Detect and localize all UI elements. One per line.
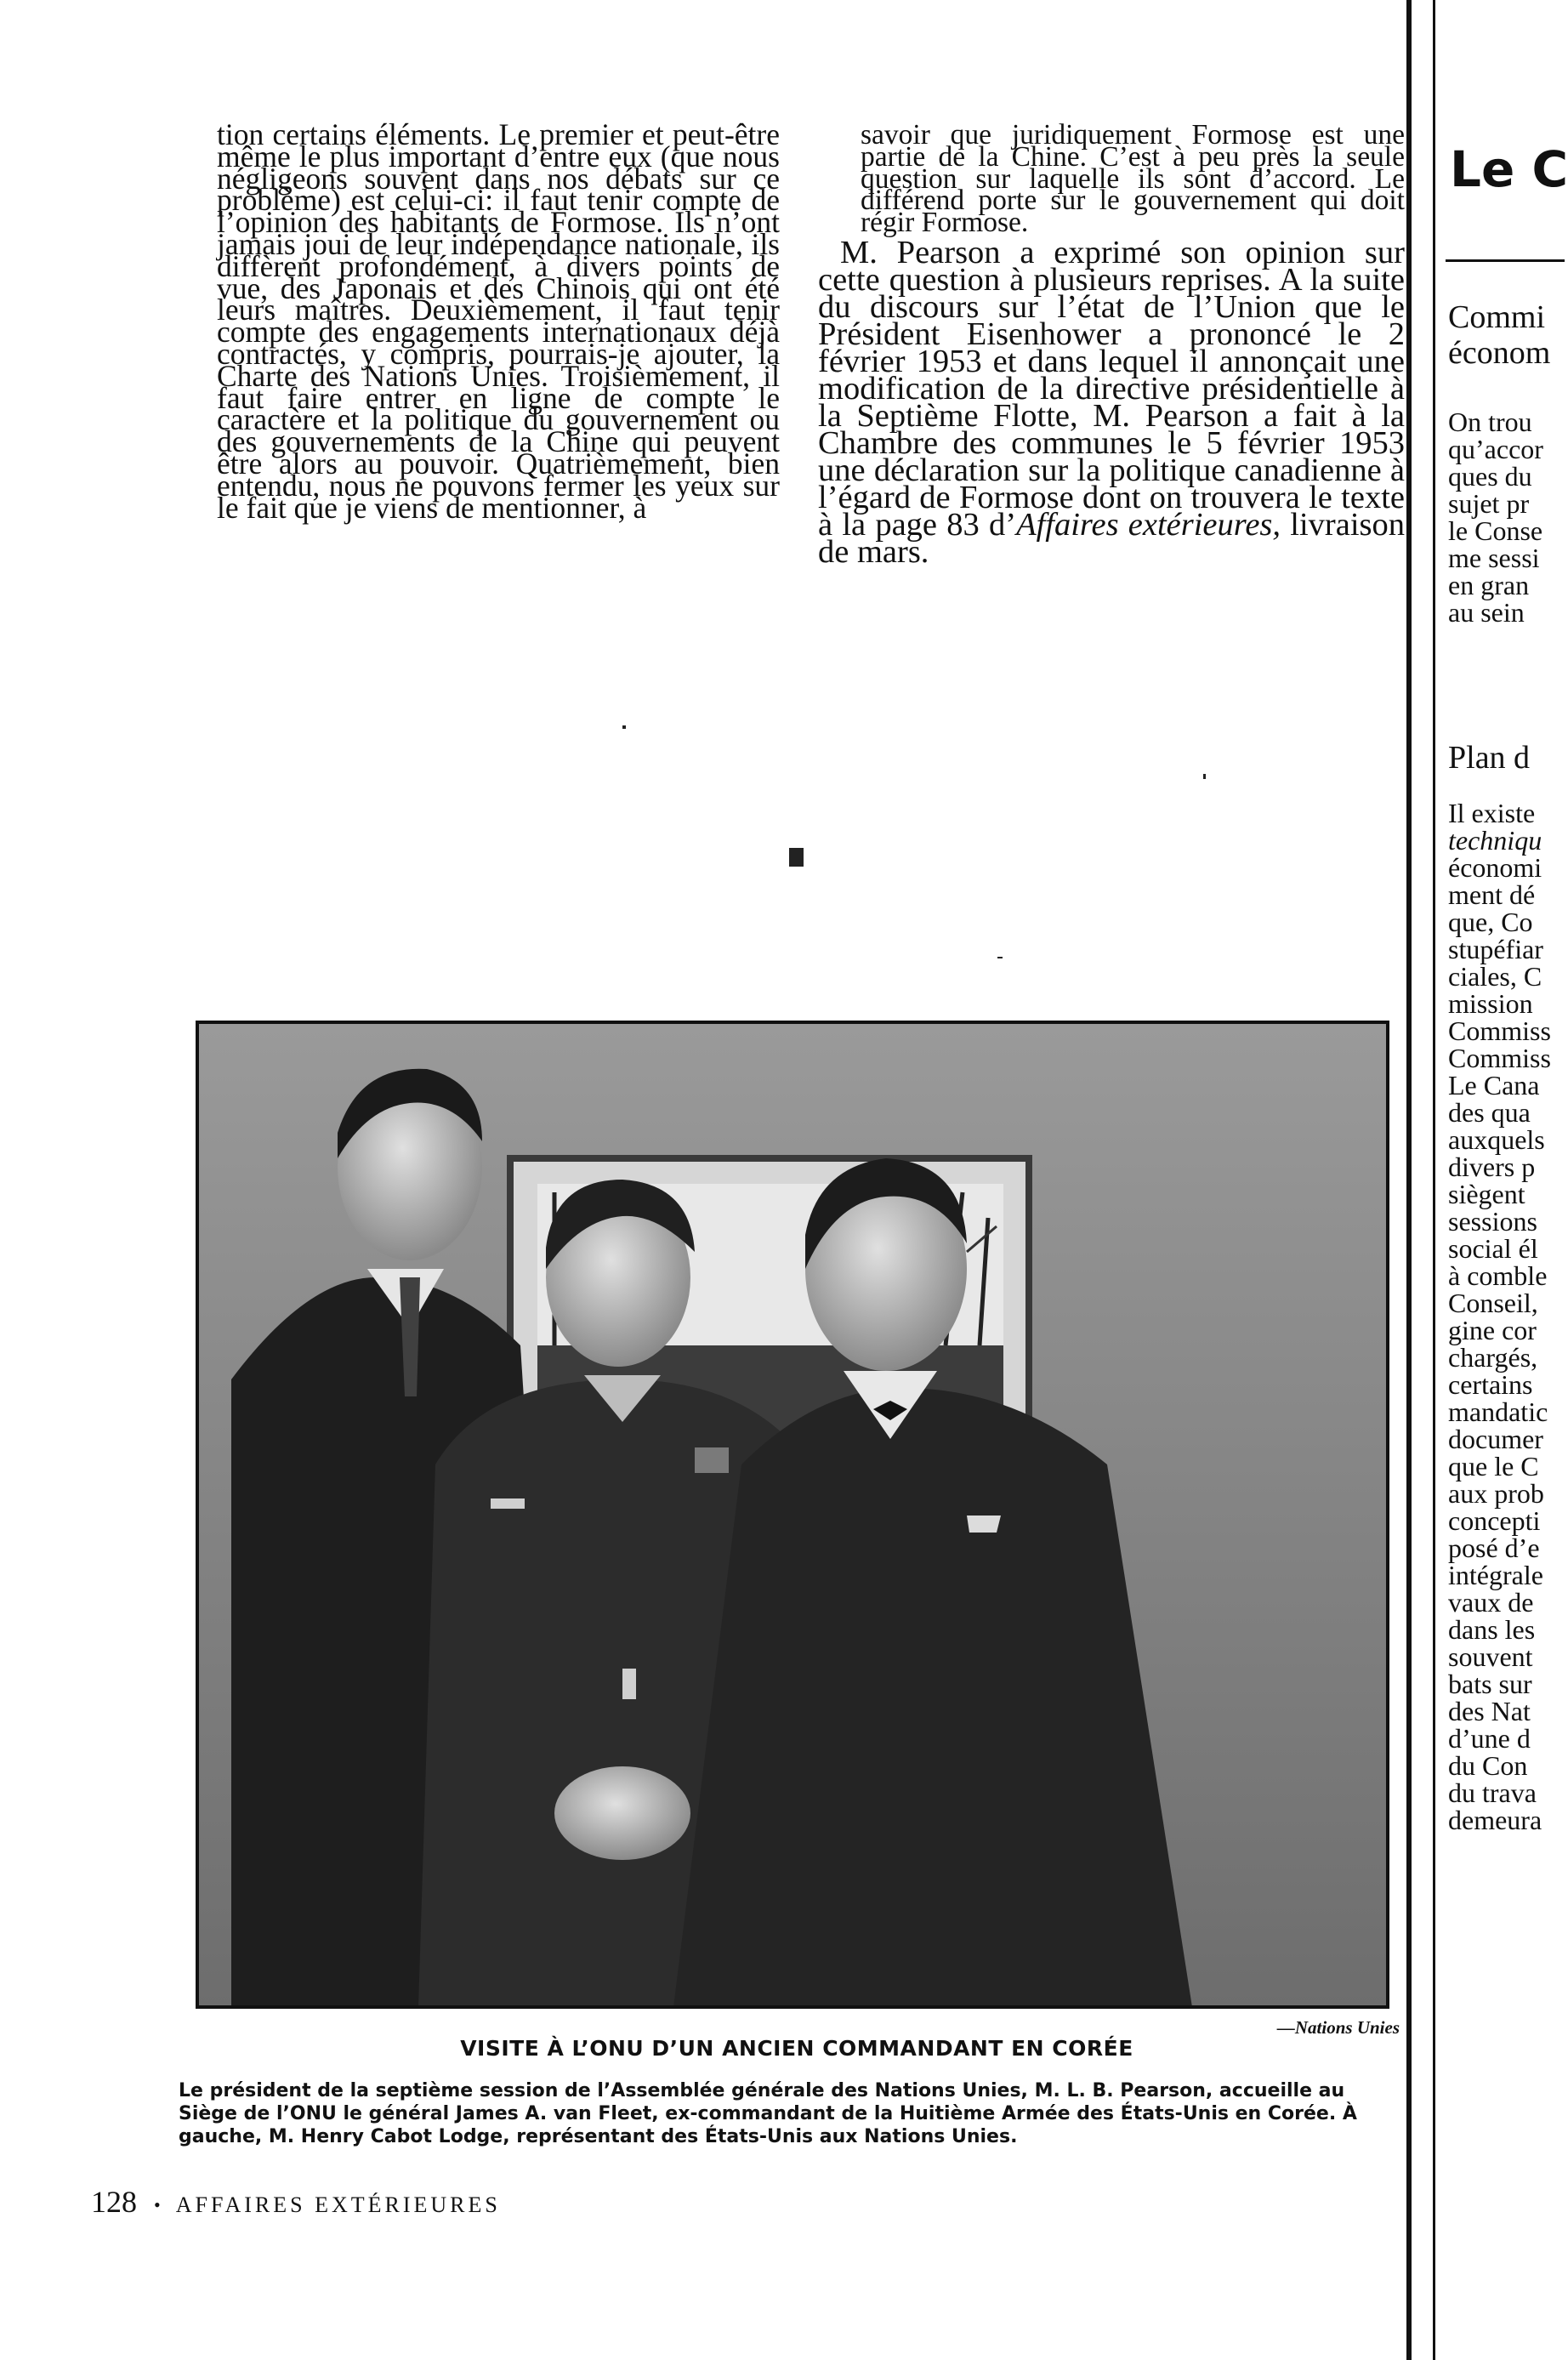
bullet-separator: • (154, 2193, 161, 2215)
left-column-paragraph: tion certains éléments. Le premier et peut-être même le plus important d’entre eux (que nous négligeons souvent dans nos débats sur ce problème) est celui-ci: il faut tenir compte de l’opinion des habitants de Formose. Ils n’ont jamais joui de leur indépendance nationale, ils diffèrent profondément, à divers points de vue, des Japonais et des Chinois qui ont été leurs maîtres. Deuxièmement, il faut tenir compte des engagements internationaux déjà contractés, y compris, pourrais-je ajouter, la Charte des Nations Unies. Troisièmement, il faut faire entrer en ligne de compte le caractère et la politique du gouvernement ou des gouvernements de la Chine qui peuvent être alors au pouvoir. Quatrièmement, bien entendu, nous ne pouvons fermer les yeux sur le fait que je viens de mentionner, à (217, 117, 780, 525)
print-speck (622, 725, 626, 729)
left-article-column (217, 117, 780, 525)
magazine-reference: Affaires extérieures, (1016, 506, 1281, 543)
right-page-fragment (1416, 0, 1568, 2360)
middle-paragraph-1: savoir que juridiquement Formose est une partie de la Chine. C’est à peu près la seule question sur laquelle ils sont d’accord. Le différend porte sur le gouvernement qui doit régir Formose. (861, 119, 1405, 239)
print-speck (997, 957, 1003, 958)
gutter-rule-left (1406, 0, 1412, 2360)
middle-article-column (818, 119, 1405, 570)
photo-caption-body: Le président de la septième session de l’Assemblée générale des Nations Unies, M. L. B. Pearson, accueille au Siège de l’ONU le général James A. van Fleet, ex-commandant de la Huitième Armée des États-Unis en Corée. À gauche, M. Henry Cabot Lodge, représentant des États-Unis aux Nations Unies. (179, 2080, 1357, 2147)
print-speck (1203, 774, 1206, 779)
photo-credit: —Nations Unies (1276, 2017, 1400, 2038)
right-page-paragraph-1: On trou qu’accor ques du sujet pr le Conse me sessi en gran au sein (1448, 407, 1543, 628)
photograph-three-men-handshake (197, 1022, 1388, 2007)
middle-paragraph-2-start: M. Pearson a exprimé son opinion sur cette question à plusieurs reprises. A la suite du discours sur l’état de l’Union que le Président Eisenhower a prononcé le 2 février 1953 et dans lequel il annonçait une modification de la directive présidentielle à la Septième Flotte, M. Pearson a fait à la Chambre des communes le 5 février 1953 une déclaration sur la politique canadienne à l’égard de Formose dont on trouvera le texte à la page 83 d’ (818, 234, 1405, 543)
print-mark (789, 848, 804, 867)
page-footer (91, 2184, 501, 2220)
right-page-title: Le C (1450, 140, 1568, 198)
magazine-title: AFFAIRES EXTÉRIEURES (175, 2192, 501, 2217)
photo-illustration (197, 1022, 1388, 2007)
right-page-rule (1446, 259, 1565, 262)
right-page-heading-2: Plan d (1448, 740, 1531, 776)
right-page-heading-1: Commi économ (1448, 299, 1551, 371)
photo-caption-title: VISITE À L’ONU D’UN ANCIEN COMMANDANT EN CORÉE (460, 2036, 1133, 2061)
right-page-paragraph-2: Il existe techniqu économi ment dé que, Co stupéfiar ciales, C mission Commiss Commiss Le Cana des qua auxquels divers p siègent sessions social él à comble Conseil, gine cor chargés, certains mandatic documer que le C aux prob concepti posé d’e intégrale vaux de dans les souvent bats sur des Nat d’une d du Con du trava demeura (1448, 798, 1551, 1835)
page-number: 128 (91, 2185, 137, 2219)
middle-paragraph-2 (818, 234, 1405, 570)
middle-paragraph-2-end: livraison de mars. (818, 506, 1405, 570)
